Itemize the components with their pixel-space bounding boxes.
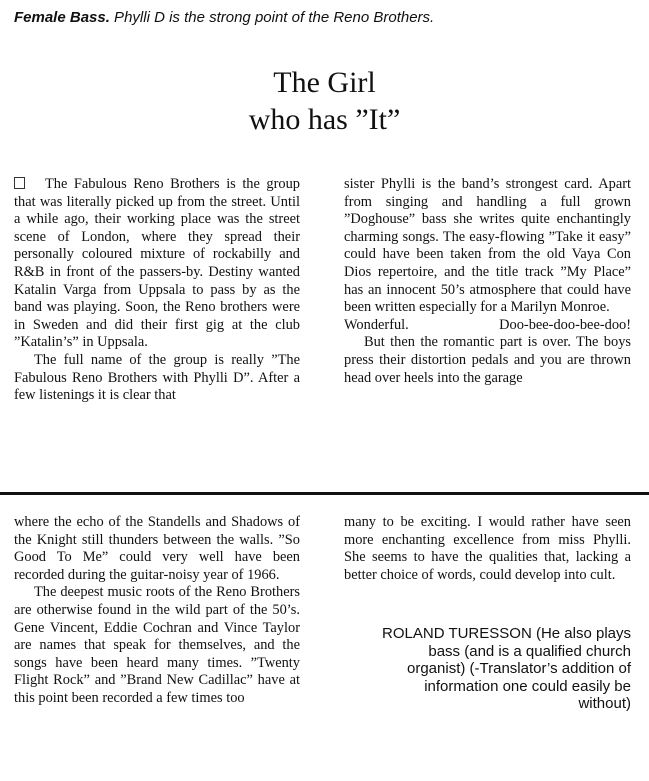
bullet-box-icon (14, 177, 25, 189)
column-1 (14, 176, 300, 405)
page-divider (0, 492, 649, 495)
column-3 (14, 514, 300, 708)
column-2-paragraph-2: But then the romantic part is over. The boys press their distortion pedals and you are thrown head over heels into the garage (344, 334, 631, 386)
author-signature (331, 625, 631, 713)
column-2-paragraph-1 (344, 176, 631, 334)
column-2 (344, 176, 631, 387)
column-2-paragraph-1-end: Doo-bee-doo-bee-doo! (499, 316, 631, 333)
column-4 (344, 514, 631, 584)
column-3-paragraph-2: The deepest music roots of the Reno Brothers are otherwise found in the wild part of the 50’s. Gene Vincent, Eddie Cochran and Vince Taylor are names that speak for themselves, and the songs have been heard many times. ”Twenty Flight Rock” and ”Brand New Cadillac” have at this point been recorded a few times too (14, 584, 300, 706)
signature-line-3: organist) (-Translator’s addition of (407, 660, 631, 678)
column-4-paragraph-1: many to be exciting. I would rather have seen more enchanting excellence from miss Phylli. She seems to have the qualities that, lacking a better choice of words, could develop into cult. (344, 514, 631, 583)
article-title (0, 64, 649, 138)
column-2-paragraph-1-text: sister Phylli is the band’s strongest card. Apart from singing and handling a full grown ”Doghouse” bass she writes quite enchantingly charming songs. The easy-flowing ”Take it easy” could have been taken from the old Vaya Con Dios repertoire, and the title track ”My Place” has an innocent 50’s atmosphere that could have been written especially for a Marilyn Monroe. (344, 176, 631, 316)
signature-line-1: ROLAND TURESSON (He also plays (382, 625, 631, 642)
column-3-paragraph-1: where the echo of the Standells and Shadows of the Knight still thunders between the walls. ”So Good To Me” could very well have been recorded during the guitar-noisy year of 1966. (14, 514, 300, 583)
section-label-bold: Female Bass. (14, 9, 110, 26)
column-2-paragraph-1-tail: Wonderful. (344, 316, 409, 333)
column-1-paragraph-1 (14, 176, 300, 352)
column-1-paragraph-1-text: The Fabulous Reno Brothers is the group that was literally picked up from the street. Until a while ago, their working place was the street scene of London, where they spread their personally coloured mixture of rockabilly and R&B in front of the passers-by. Destiny wanted Katalin Varga from Uppsala to pass by as the band was playing. Soon, the Reno brothers were in Sweden and did their first gig at the club ”Katalin’s” in Uppsala. (14, 176, 300, 351)
section-label-text: Phylli D is the strong point of the Reno Brothers. (109, 9, 435, 26)
title-line-2: who has ”It” (248, 103, 401, 136)
signature-line-5: without) (578, 695, 631, 713)
signature-line-2: bass (and is a qualified church (428, 642, 631, 660)
section-label (14, 9, 434, 26)
column-1-paragraph-2: The full name of the group is really ”The Fabulous Reno Brothers with Phylli D”. After a few listenings it is clear that (14, 351, 300, 404)
title-line-1: The Girl (273, 66, 376, 99)
signature-line-4: information one could easily be (424, 677, 631, 695)
